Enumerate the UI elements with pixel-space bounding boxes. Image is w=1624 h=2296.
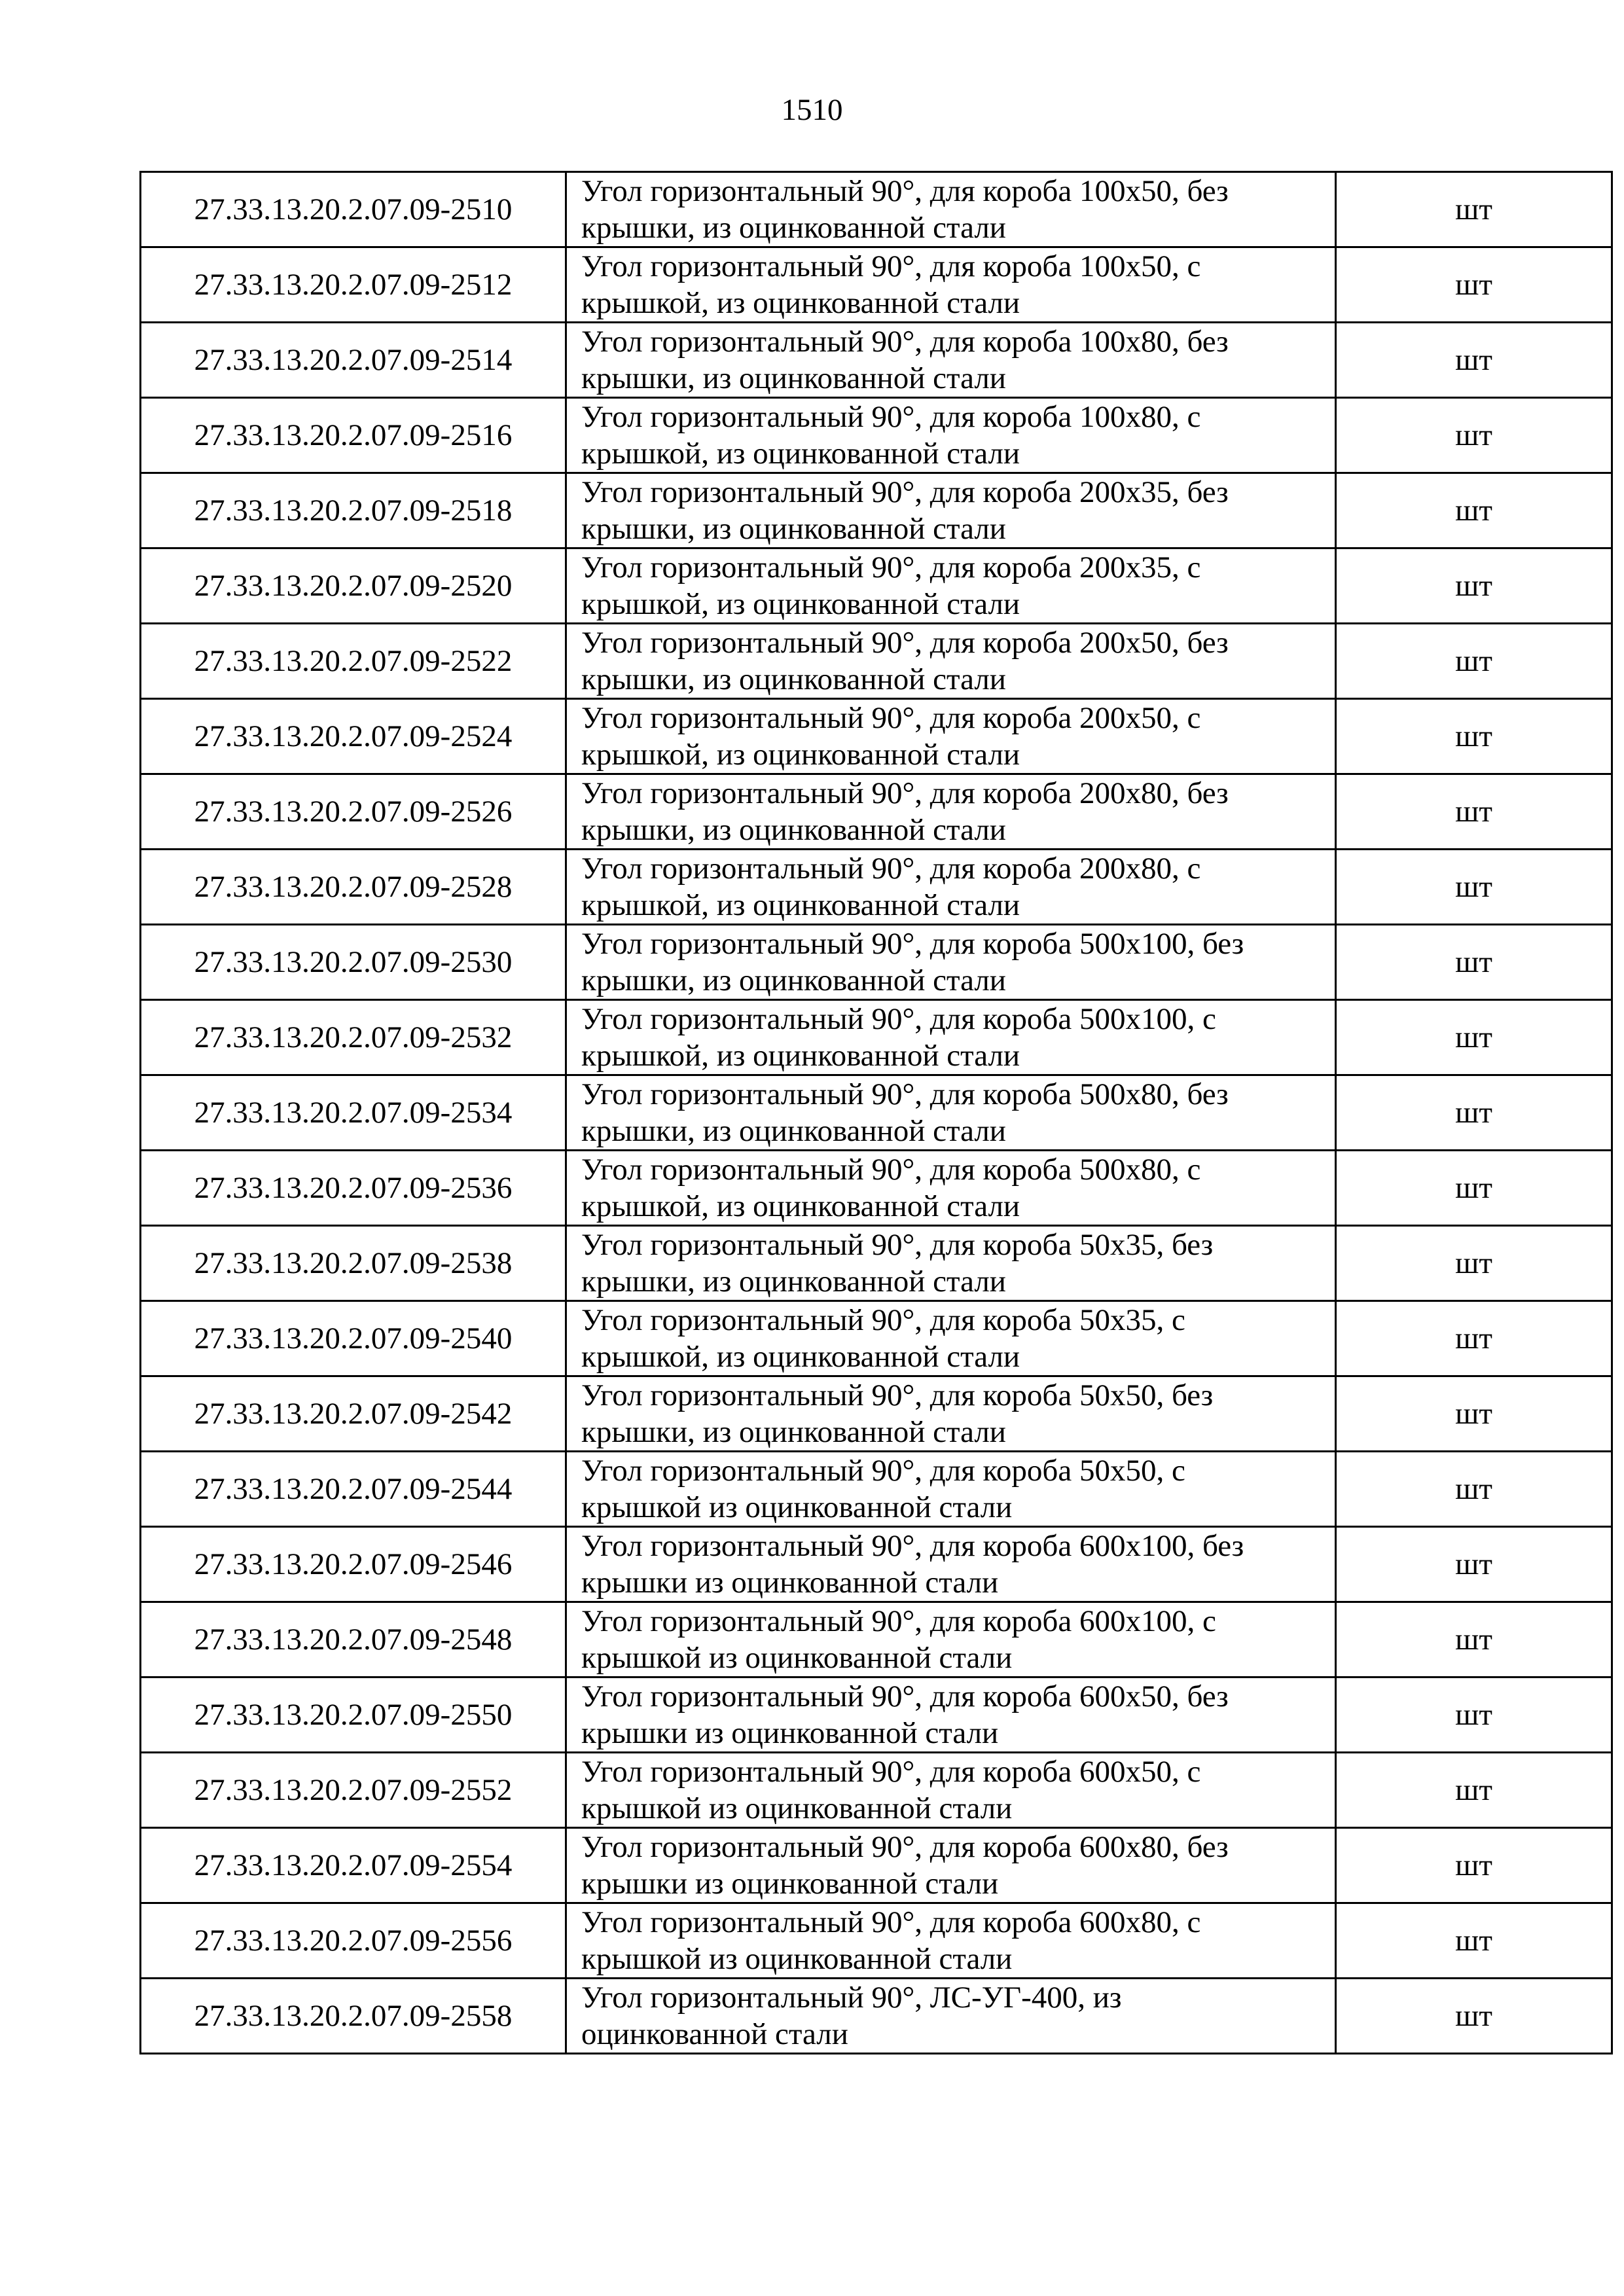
item-name-line-2: крышкой из оцинкованной стали	[581, 1942, 1013, 1976]
items-table-body	[141, 172, 1612, 2054]
table-row	[141, 323, 1612, 398]
item-unit: шт	[1336, 548, 1612, 624]
item-code: 27.33.13.20.2.07.09-2532	[141, 1000, 566, 1075]
item-name-line-2: крышки, из оцинкованной стали	[581, 361, 1006, 395]
item-name-line-1: Угол горизонтальный 90°, для короба 50x50, без	[581, 1378, 1214, 1412]
table-row	[141, 172, 1612, 247]
table-row	[141, 1376, 1612, 1452]
item-name	[566, 1602, 1336, 1677]
table-row	[141, 1452, 1612, 1527]
item-name	[566, 1527, 1336, 1602]
table-row	[141, 624, 1612, 699]
item-name	[566, 624, 1336, 699]
item-name-line-1: Угол горизонтальный 90°, для короба 500x80, с	[581, 1153, 1201, 1187]
item-code: 27.33.13.20.2.07.09-2526	[141, 774, 566, 850]
item-unit: шт	[1336, 1000, 1612, 1075]
table-row	[141, 473, 1612, 548]
item-name	[566, 1979, 1336, 2054]
table-row	[141, 1677, 1612, 1753]
item-name	[566, 548, 1336, 624]
table-row	[141, 1828, 1612, 1903]
item-code: 27.33.13.20.2.07.09-2534	[141, 1075, 566, 1151]
item-name	[566, 1075, 1336, 1151]
table-row	[141, 1903, 1612, 1979]
item-name-line-2: крышкой из оцинкованной стали	[581, 1490, 1013, 1524]
item-name-line-1: Угол горизонтальный 90°, для короба 600x80, без	[581, 1830, 1229, 1864]
item-name	[566, 323, 1336, 398]
item-name-line-1: Угол горизонтальный 90°, для короба 500x80, без	[581, 1077, 1229, 1111]
item-unit: шт	[1336, 1527, 1612, 1602]
item-name-line-2: крышкой, из оцинкованной стали	[581, 1189, 1020, 1223]
item-code: 27.33.13.20.2.07.09-2544	[141, 1452, 566, 1527]
item-name-line-2: крышки из оцинкованной стали	[581, 1867, 999, 1901]
table-row	[141, 398, 1612, 473]
item-name-line-2: крышкой, из оцинкованной стали	[581, 888, 1020, 922]
table-row	[141, 247, 1612, 323]
table-row	[141, 1075, 1612, 1151]
item-name	[566, 1000, 1336, 1075]
item-name-line-1: Угол горизонтальный 90°, для короба 100x80, с	[581, 400, 1201, 434]
item-unit: шт	[1336, 1677, 1612, 1753]
item-code: 27.33.13.20.2.07.09-2512	[141, 247, 566, 323]
item-name	[566, 398, 1336, 473]
table-row	[141, 1602, 1612, 1677]
item-name-line-1: Угол горизонтальный 90°, для короба 600x80, с	[581, 1905, 1201, 1939]
item-unit: шт	[1336, 1828, 1612, 1903]
item-code: 27.33.13.20.2.07.09-2518	[141, 473, 566, 548]
item-unit: шт	[1336, 1151, 1612, 1226]
item-name-line-2: крышкой, из оцинкованной стали	[581, 286, 1020, 320]
item-unit: шт	[1336, 699, 1612, 774]
item-name-line-2: крышки, из оцинкованной стали	[581, 211, 1006, 245]
item-code: 27.33.13.20.2.07.09-2530	[141, 925, 566, 1000]
item-code: 27.33.13.20.2.07.09-2548	[141, 1602, 566, 1677]
item-name	[566, 925, 1336, 1000]
item-name-line-1: Угол горизонтальный 90°, для короба 100x50, без	[581, 174, 1229, 208]
item-name-line-2: крышки, из оцинкованной стали	[581, 512, 1006, 546]
item-name-line-1: Угол горизонтальный 90°, для короба 50x35, с	[581, 1303, 1185, 1337]
item-name-line-1: Угол горизонтальный 90°, для короба 100x50, с	[581, 249, 1201, 283]
item-name	[566, 1903, 1336, 1979]
item-name-line-1: Угол горизонтальный 90°, для короба 200x50, без	[581, 626, 1229, 660]
item-code: 27.33.13.20.2.07.09-2558	[141, 1979, 566, 2054]
table-row	[141, 548, 1612, 624]
item-name-line-2: крышки, из оцинкованной стали	[581, 1415, 1006, 1449]
item-name-line-2: крышки, из оцинкованной стали	[581, 1114, 1006, 1148]
item-unit: шт	[1336, 850, 1612, 925]
table-row	[141, 850, 1612, 925]
item-unit: шт	[1336, 1753, 1612, 1828]
item-name-line-1: Угол горизонтальный 90°, для короба 600x100, с	[581, 1604, 1216, 1638]
table-row	[141, 1753, 1612, 1828]
item-name	[566, 1151, 1336, 1226]
item-unit: шт	[1336, 473, 1612, 548]
item-unit: шт	[1336, 1376, 1612, 1452]
item-unit: шт	[1336, 624, 1612, 699]
table-row	[141, 1979, 1612, 2054]
item-unit: шт	[1336, 1226, 1612, 1301]
item-code: 27.33.13.20.2.07.09-2516	[141, 398, 566, 473]
item-name	[566, 774, 1336, 850]
item-unit: шт	[1336, 1903, 1612, 1979]
item-code: 27.33.13.20.2.07.09-2554	[141, 1828, 566, 1903]
item-name-line-2: крышки из оцинкованной стали	[581, 1566, 999, 1600]
item-unit: шт	[1336, 323, 1612, 398]
item-name-line-1: Угол горизонтальный 90°, для короба 50x50, с	[581, 1454, 1185, 1488]
table-row	[141, 1226, 1612, 1301]
item-name-line-2: крышки, из оцинкованной стали	[581, 813, 1006, 847]
item-unit: шт	[1336, 172, 1612, 247]
item-name	[566, 1753, 1336, 1828]
item-unit: шт	[1336, 247, 1612, 323]
item-name	[566, 1376, 1336, 1452]
item-code: 27.33.13.20.2.07.09-2556	[141, 1903, 566, 1979]
item-name-line-2: оцинкованной стали	[581, 2017, 848, 2051]
item-code: 27.33.13.20.2.07.09-2524	[141, 699, 566, 774]
item-unit: шт	[1336, 925, 1612, 1000]
item-unit: шт	[1336, 1452, 1612, 1527]
item-name-line-2: крышкой, из оцинкованной стали	[581, 1340, 1020, 1374]
page-number: 1510	[781, 93, 843, 127]
item-name-line-2: крышкой из оцинкованной стали	[581, 1791, 1013, 1825]
item-unit: шт	[1336, 398, 1612, 473]
table-row	[141, 1000, 1612, 1075]
table-row	[141, 925, 1612, 1000]
item-name-line-1: Угол горизонтальный 90°, для короба 600x50, без	[581, 1679, 1229, 1713]
item-code: 27.33.13.20.2.07.09-2546	[141, 1527, 566, 1602]
item-code: 27.33.13.20.2.07.09-2542	[141, 1376, 566, 1452]
item-unit: шт	[1336, 1602, 1612, 1677]
item-name-line-2: крышки, из оцинкованной стали	[581, 963, 1006, 997]
item-code: 27.33.13.20.2.07.09-2552	[141, 1753, 566, 1828]
table-row	[141, 1301, 1612, 1376]
item-code: 27.33.13.20.2.07.09-2528	[141, 850, 566, 925]
item-name-line-2: крышкой, из оцинкованной стали	[581, 738, 1020, 772]
item-name-line-2: крышки, из оцинкованной стали	[581, 662, 1006, 696]
item-name-line-1: Угол горизонтальный 90°, для короба 200x35, без	[581, 475, 1229, 509]
item-name-line-1: Угол горизонтальный 90°, для короба 200x80, без	[581, 776, 1229, 810]
item-name-line-1: Угол горизонтальный 90°, для короба 500x100, без	[581, 927, 1244, 961]
item-code: 27.33.13.20.2.07.09-2550	[141, 1677, 566, 1753]
item-name-line-1: Угол горизонтальный 90°, для короба 500x100, с	[581, 1002, 1216, 1036]
item-name-line-1: Угол горизонтальный 90°, для короба 200x35, с	[581, 550, 1201, 584]
item-name-line-2: крышкой, из оцинкованной стали	[581, 437, 1020, 471]
item-name-line-1: Угол горизонтальный 90°, для короба 50x35, без	[581, 1228, 1214, 1262]
item-code: 27.33.13.20.2.07.09-2536	[141, 1151, 566, 1226]
item-unit: шт	[1336, 1301, 1612, 1376]
table-row	[141, 699, 1612, 774]
item-name-line-1: Угол горизонтальный 90°, ЛС-УГ-400, из	[581, 1981, 1122, 2015]
item-name-line-1: Угол горизонтальный 90°, для короба 600x50, с	[581, 1755, 1201, 1789]
item-name-line-2: крышкой, из оцинкованной стали	[581, 587, 1020, 621]
table-row	[141, 774, 1612, 850]
item-name	[566, 473, 1336, 548]
item-name	[566, 1226, 1336, 1301]
item-code: 27.33.13.20.2.07.09-2510	[141, 172, 566, 247]
item-name	[566, 1301, 1336, 1376]
item-name-line-1: Угол горизонтальный 90°, для короба 100x80, без	[581, 325, 1229, 359]
item-name-line-2: крышки из оцинкованной стали	[581, 1716, 999, 1750]
item-unit: шт	[1336, 1075, 1612, 1151]
items-table	[139, 171, 1613, 2054]
item-name-line-1: Угол горизонтальный 90°, для короба 200x80, с	[581, 852, 1201, 886]
item-name-line-1: Угол горизонтальный 90°, для короба 200x50, с	[581, 701, 1201, 735]
item-name	[566, 699, 1336, 774]
table-row	[141, 1151, 1612, 1226]
item-name	[566, 1452, 1336, 1527]
item-code: 27.33.13.20.2.07.09-2522	[141, 624, 566, 699]
item-name-line-1: Угол горизонтальный 90°, для короба 600x100, без	[581, 1529, 1244, 1563]
item-unit: шт	[1336, 1979, 1612, 2054]
table-row	[141, 1527, 1612, 1602]
item-name	[566, 247, 1336, 323]
item-code: 27.33.13.20.2.07.09-2540	[141, 1301, 566, 1376]
item-name	[566, 1677, 1336, 1753]
item-name-line-2: крышкой из оцинкованной стали	[581, 1641, 1013, 1675]
item-code: 27.33.13.20.2.07.09-2538	[141, 1226, 566, 1301]
item-name	[566, 850, 1336, 925]
item-unit: шт	[1336, 774, 1612, 850]
item-name-line-2: крышкой, из оцинкованной стали	[581, 1039, 1020, 1073]
item-code: 27.33.13.20.2.07.09-2514	[141, 323, 566, 398]
item-name	[566, 172, 1336, 247]
item-name	[566, 1828, 1336, 1903]
item-name-line-2: крышки, из оцинкованной стали	[581, 1265, 1006, 1299]
item-code: 27.33.13.20.2.07.09-2520	[141, 548, 566, 624]
